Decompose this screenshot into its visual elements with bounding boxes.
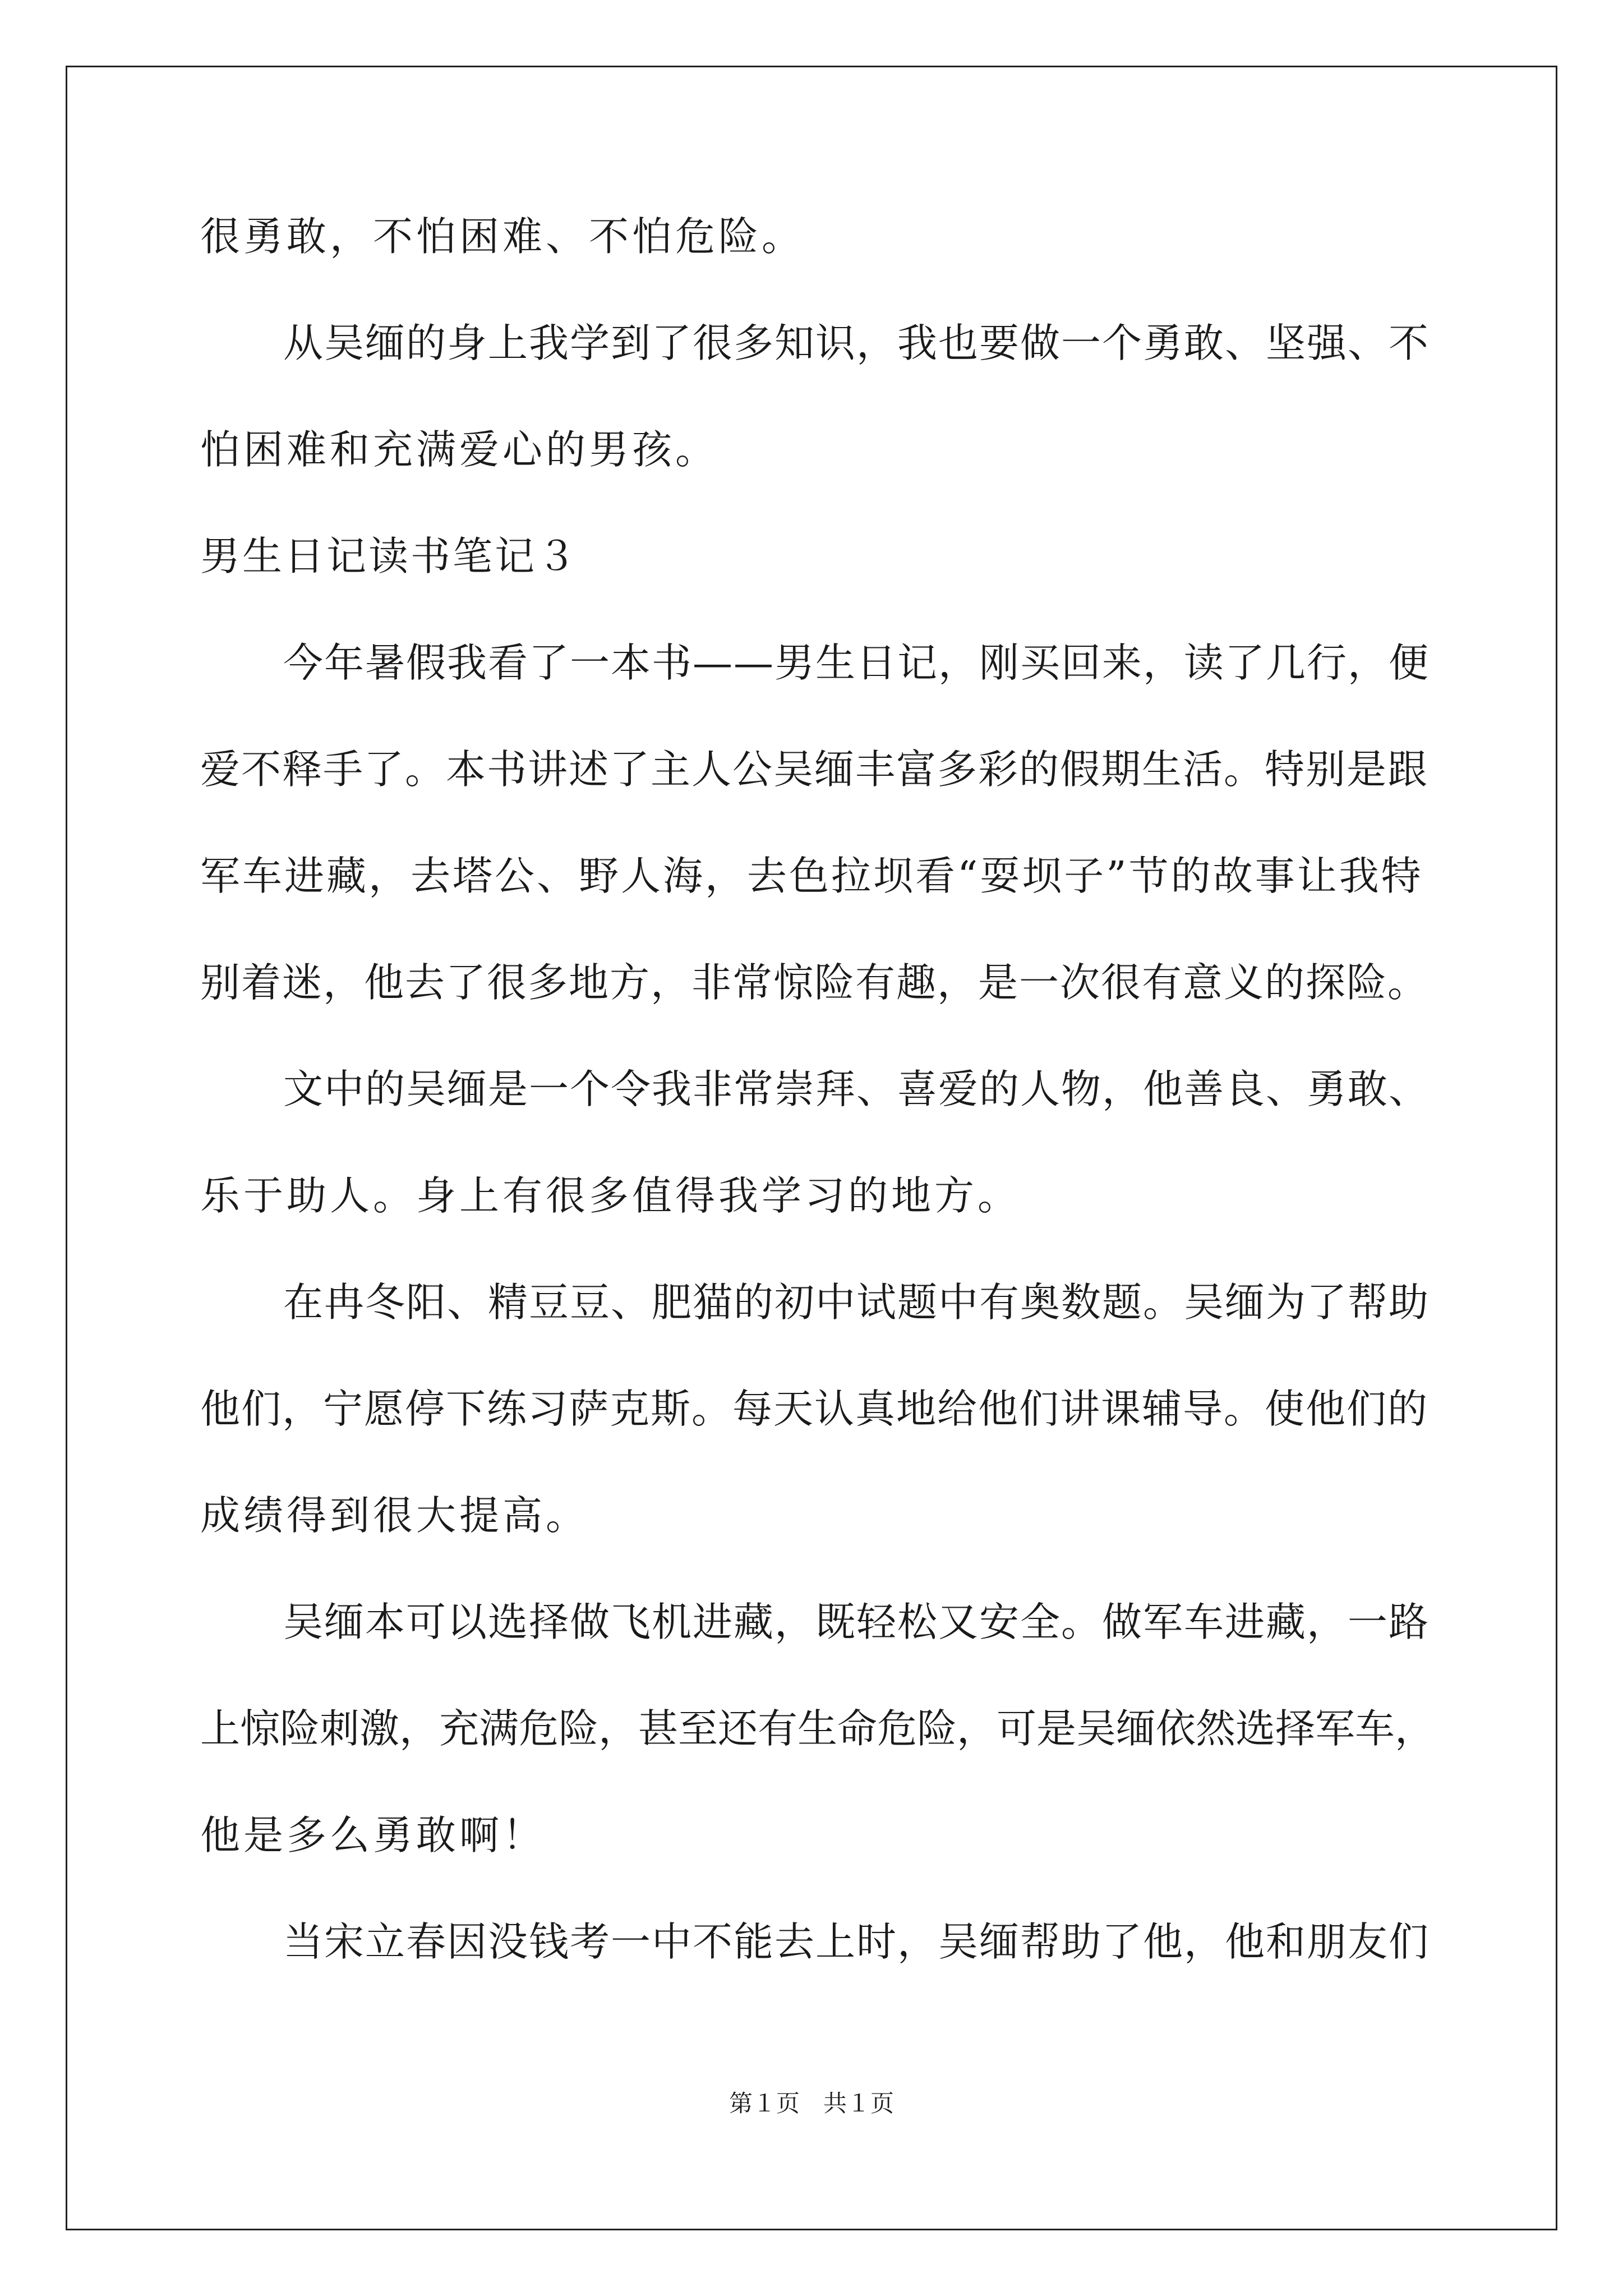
body-line: 别着迷，他去了很多地方，非常惊险有趣，是一次很有意义的探险。	[200, 959, 1429, 1006]
page-footer: 第１页 共１页	[728, 2090, 894, 2117]
body-line: 上惊险刺激，充满危险，甚至还有生命危险，可是吴缅依然选择军车，	[200, 1705, 1435, 1752]
body-line: 文中的吴缅是一个令我非常崇拜、喜爱的人物，他善良、勇敢、	[283, 1066, 1430, 1112]
body-line: 当宋立春因没钱考一中不能去上时，吴缅帮助了他，他和朋友们	[283, 1918, 1430, 1965]
body-line: 今年暑假我看了一本书——男生日记，刚买回来，读了几行，便	[283, 639, 1430, 686]
body-line: 怕困难和充满爱心的男孩。	[200, 426, 719, 473]
body-line: 爱不释手了。本书讲述了主人公吴缅丰富多彩的假期生活。特别是跟	[200, 746, 1429, 793]
body-line: 吴缅本可以选择做飞机进藏，既轻松又安全。做军车进藏，一路	[283, 1599, 1430, 1645]
body-line: 他是多么勇敢啊！	[200, 1812, 546, 1858]
page-border	[66, 66, 1557, 2230]
body-line: 军车进藏，去塔公、野人海，去色拉坝看“耍坝子”节的故事让我特	[200, 853, 1423, 899]
section-heading: 男生日记读书笔记３	[200, 533, 579, 579]
body-line: 成绩得到很大提高。	[200, 1492, 589, 1539]
body-line: 在冉冬阳、精豆豆、肥猫的初中试题中有奥数题。吴缅为了帮助	[283, 1279, 1430, 1326]
body-line: 从吴缅的身上我学到了很多知识，我也要做一个勇敢、坚强、不	[283, 320, 1430, 366]
body-line: 他们，宁愿停下练习萨克斯。每天认真地给他们讲课辅导。使他们的	[200, 1386, 1429, 1432]
body-line: 乐于助人。身上有很多值得我学习的地方。	[200, 1172, 1021, 1219]
body-line: 很勇敢，不怕困难、不怕危险。	[200, 213, 805, 260]
